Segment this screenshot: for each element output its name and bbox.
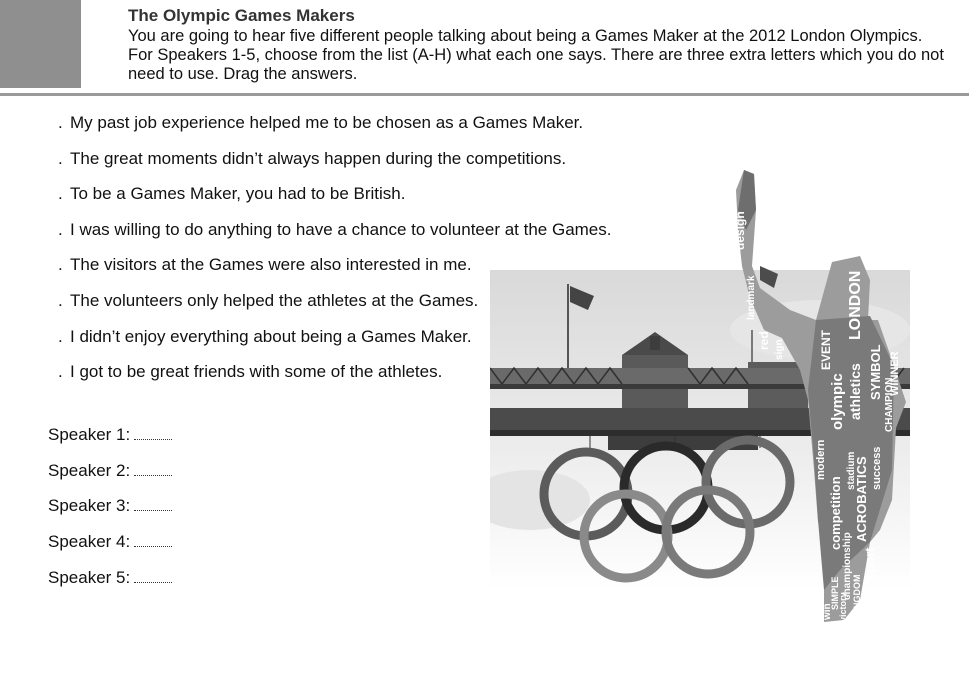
svg-text:landmark: landmark — [746, 275, 757, 320]
speaker-label: Speaker 5: — [48, 567, 131, 587]
speaker-row — [48, 491, 172, 527]
svg-text:modern: modern — [815, 439, 827, 480]
speaker-row — [48, 527, 172, 563]
answer-option[interactable]: . To be a Games Maker, you had to be British. — [58, 184, 406, 204]
svg-text:victory: victory — [838, 592, 848, 622]
speaker-row — [48, 563, 172, 599]
page-title: The Olympic Games Makers — [128, 6, 355, 25]
svg-text:EVENT: EVENT — [819, 329, 833, 370]
svg-text:SYMBOL: SYMBOL — [868, 344, 883, 400]
answer-option[interactable]: . I didn’t enjoy everything about being a Games Maker. — [58, 326, 472, 346]
answer-drop-slot[interactable] — [134, 425, 172, 440]
svg-text:championship: championship — [842, 532, 853, 600]
answer-option[interactable]: . I was willing to do anything to have a chance to volunteer at the Games. — [58, 219, 612, 239]
svg-text:olympic: olympic — [829, 373, 846, 430]
word-cloud-athlete-figure — [720, 170, 920, 625]
svg-text:ACROBATICS: ACROBATICS — [854, 456, 869, 542]
answer-drop-slot[interactable] — [134, 532, 172, 547]
speaker-row — [48, 420, 172, 456]
svg-text:success: success — [871, 446, 883, 490]
header-divider — [0, 93, 969, 96]
svg-text:LONDON: LONDON — [847, 270, 864, 340]
svg-text:WINNER: WINNER — [889, 351, 901, 396]
speaker-answer-slots — [48, 420, 172, 598]
speaker-label: Speaker 2: — [48, 460, 131, 480]
speaker-label: Speaker 4: — [48, 532, 131, 552]
svg-text:athletics: athletics — [847, 363, 863, 420]
speaker-row — [48, 456, 172, 492]
svg-text:CHAMPION: CHAMPION — [884, 377, 895, 432]
answer-drop-slot[interactable] — [134, 568, 172, 583]
svg-text:sport: sport — [862, 547, 877, 580]
header-gray-block — [0, 0, 81, 88]
speaker-label: Speaker 3: — [48, 496, 131, 516]
answer-option[interactable]: . I got to be great friends with some of the athletes. — [58, 362, 443, 382]
answer-option[interactable]: . My past job experience helped me to be chosen as a Games Maker. — [58, 113, 584, 132]
svg-text:design: design — [733, 211, 747, 250]
svg-text:SIMPLE: SIMPLE — [830, 576, 840, 610]
svg-text:sign: sign — [774, 339, 785, 360]
answer-option[interactable]: . The volunteers only helped the athletes at the Games. — [58, 290, 479, 310]
answer-drop-slot[interactable] — [134, 461, 172, 476]
answer-option[interactable]: . The great moments didn’t always happen during the competitions. — [58, 148, 567, 168]
svg-text:stadium: stadium — [846, 451, 857, 490]
answer-drop-slot[interactable] — [134, 496, 172, 511]
svg-text:competition: competition — [828, 476, 843, 550]
svg-text:red: red — [757, 331, 771, 350]
answer-option[interactable]: . The visitors at the Games were also interested in me. — [58, 255, 472, 275]
svg-text:win: win — [822, 603, 833, 620]
speaker-label: Speaker 1: — [48, 425, 131, 444]
svg-text:KINGDOM: KINGDOM — [852, 574, 862, 618]
instructions-text: You are going to hear five different people talking about being a Games Maker at the 2012 London Olympics. For Speakers 1-5, choose from the list (A-H) what each one says. There are three extra letters which you do not need to use. Drag the answers. — [128, 27, 944, 83]
